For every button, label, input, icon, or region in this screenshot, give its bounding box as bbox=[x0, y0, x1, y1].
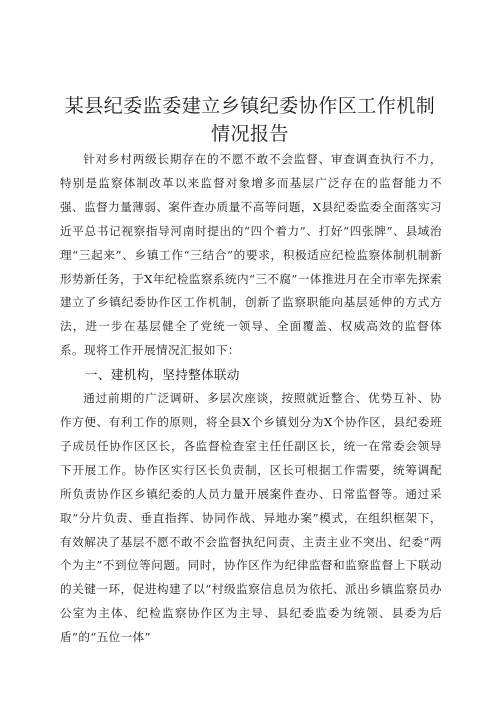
section-heading: 一、建机构，坚持整体联动 bbox=[85, 367, 240, 383]
document-body bbox=[60, 148, 442, 650]
intro-paragraph: 针对乡村两级长期存在的不愿不敢不会监督、审查调查执行不力，特别是监察体制改革以来监督对象增多而基层广泛存在的监督能力不强、监督力量薄弱、案件查办质量不高等问题，X县纪委监委全面落实习近平总书记视察指导河南时提出的“四个着力”、打好“四张牌”、县域治理“三起来”、乡镇工作“三结合”的要求，积极适应纪检监察体制机制新形势新任务，于X年纪检监察系统内“三不腐”一体推进月在全市率先探索建立了乡镇纪委协作区工作机制，创新了监察职能向基层延伸的方式方法，进一步在基层健全了党统一领导、全面覆盖、权威高效的监督体系。现将工作开展情况汇报如下： bbox=[60, 152, 442, 358]
section-paragraph: 通过前期的广泛调研、多层次座谈，按照就近整合、优势互补、协作方便、有利工作的原则，将全县X个乡镇划分为X个协作区，县纪委班子成员任协作区区长，各监督检查室主任任副区长，统一在常委会领导下开展工作。协作区实行区长负责制，区长可根据工作需要，统筹调配所负责协作区乡镇纪委的人员力量开展案件查办、日常监督等。通过采取“分片负责、垂直指挥、协同作战、异地办案”模式，在组织框架下，有效解决了基层不愿不敢不会监督执纪问责、主责主业不突出、纪委“两个为主”不到位等问题。同时，协作区作为纪律监督和监察监督上下联动的关键一环，促进构建了以“村级监察信息员为依托、派出乡镇监察员办公室为主体、纪检监察协作区为主导、县纪委监委为统领、县委为后盾”的“五位一体” bbox=[60, 391, 442, 645]
document-title: 某县纪委监委建立乡镇纪委协作区工作机制情况报告 bbox=[64, 95, 436, 145]
